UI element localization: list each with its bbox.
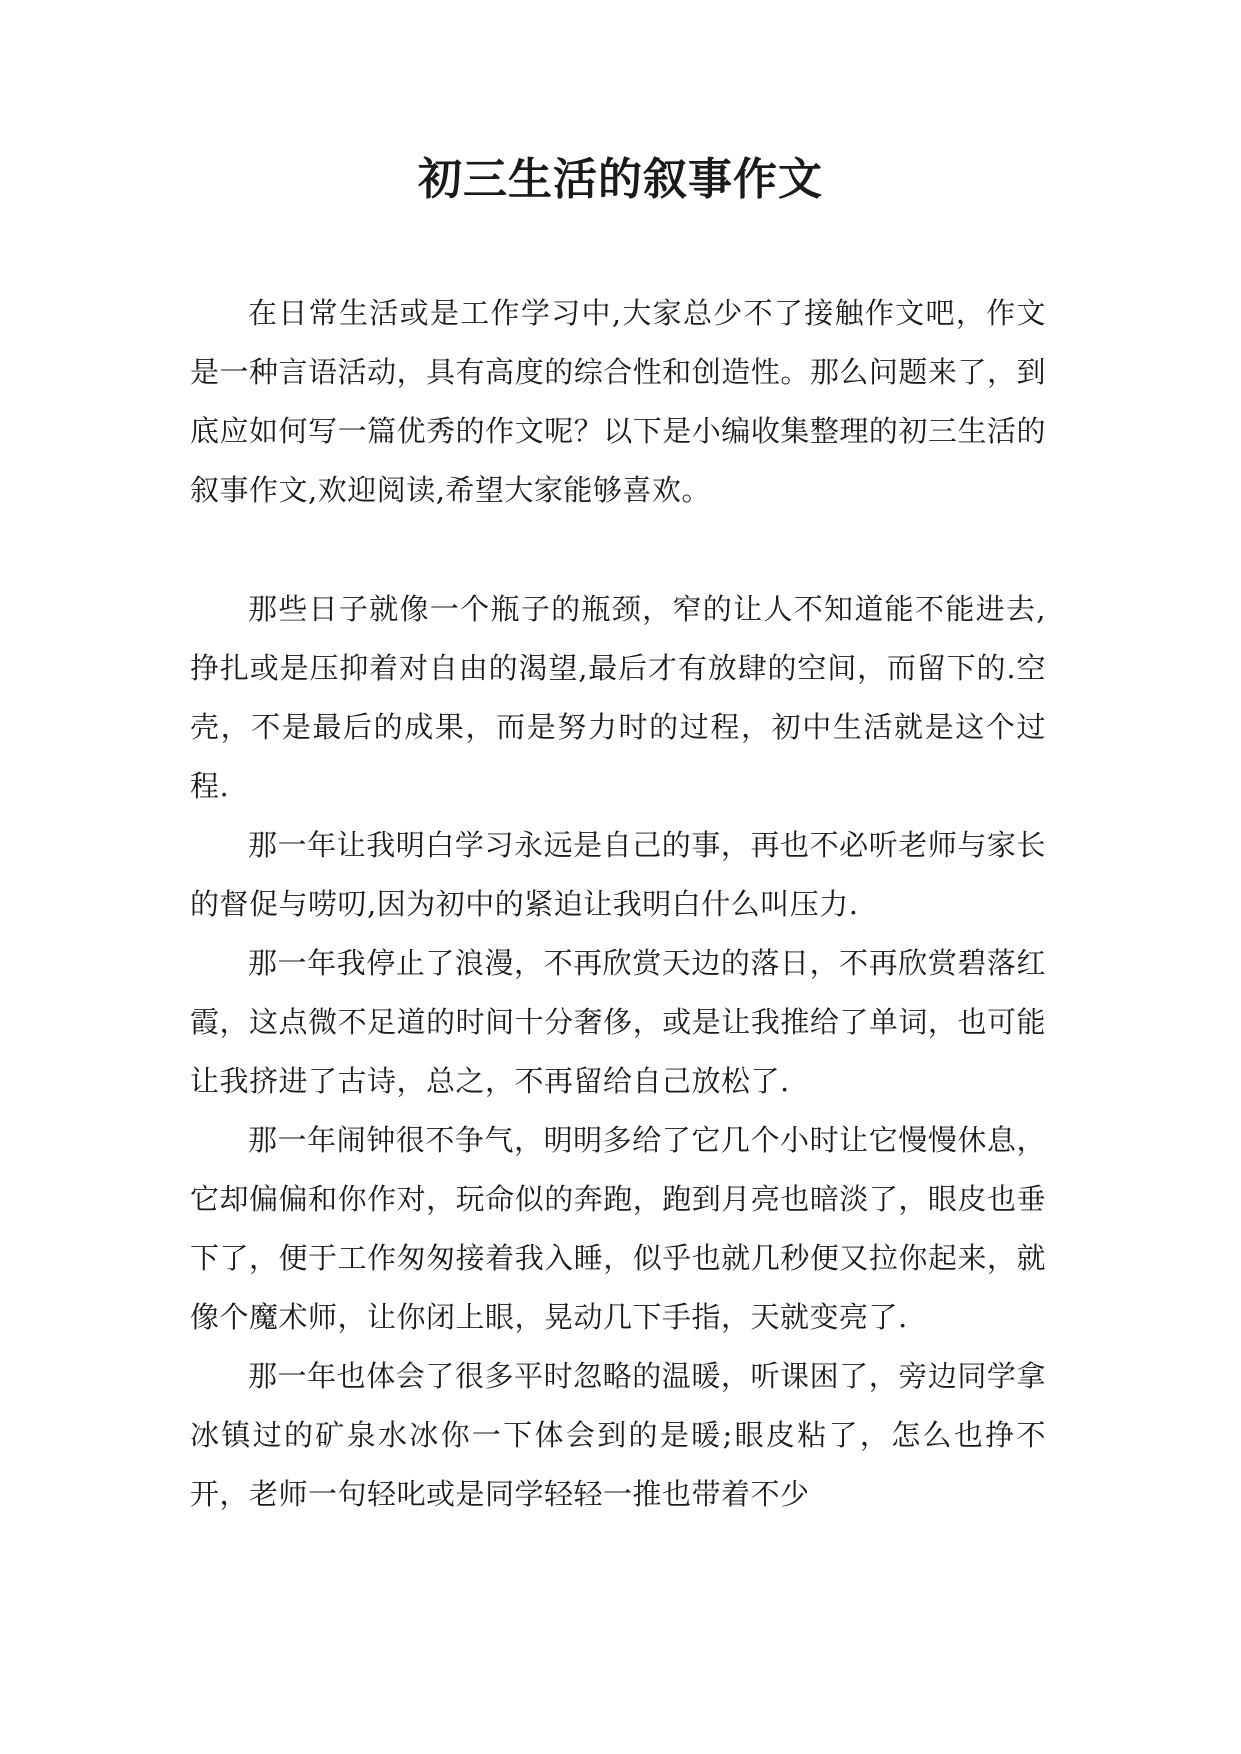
- body-paragraph: 那一年让我明白学习永远是自己的事，再也不必听老师与家长的督促与唠叨,因为初中的紧迫让我明白什么叫压力.: [190, 828, 1046, 921]
- body-paragraph: 那些日子就像一个瓶子的瓶颈，窄的让人不知道能不能进去,挣扎或是压抑着对自由的渴望,最后才有放肆的空间，而留下的.空壳，不是最后的成果，而是努力时的过程，初中生活就是这个过程.: [190, 592, 1046, 803]
- body-paragraph: 那一年我停止了浪漫，不再欣赏天边的落日，不再欣赏碧落红霞，这点微不足道的时间十分奢侈，或是让我推给了单词，也可能让我挤进了古诗，总之，不再留给自己放松了.: [190, 946, 1046, 1098]
- document-body: [190, 284, 1046, 1524]
- document-title: 初三生活的叙事作文: [418, 154, 823, 205]
- body-paragraph: 那一年也体会了很多平时忽略的温暖，听课困了，旁边同学拿冰镇过的矿泉水冰你一下体会到的是暖;眼皮粘了，怎么也挣不开，老师一句轻叱或是同学轻轻一推也带着不少: [190, 1359, 1046, 1511]
- intro-paragraph: 在日常生活或是工作学习中,大家总少不了接触作文吧，作文是一种言语活动，具有高度的综合性和创造性。那么问题来了，到底应如何写一篇优秀的作文呢？以下是小编收集整理的初三生活的叙事作文,欢迎阅读,希望大家能够喜欢。: [190, 296, 1046, 507]
- body-paragraph: 那一年闹钟很不争气，明明多给了它几个小时让它慢慢休息，它却偏偏和你作对，玩命似的奔跑，跑到月亮也暗淡了，眼皮也垂下了，便于工作匆匆接着我入睡，似乎也就几秒便又拉你起来，就像个魔术师，让你闭上眼，晃动几下手指，天就变亮了.: [190, 1123, 1046, 1334]
